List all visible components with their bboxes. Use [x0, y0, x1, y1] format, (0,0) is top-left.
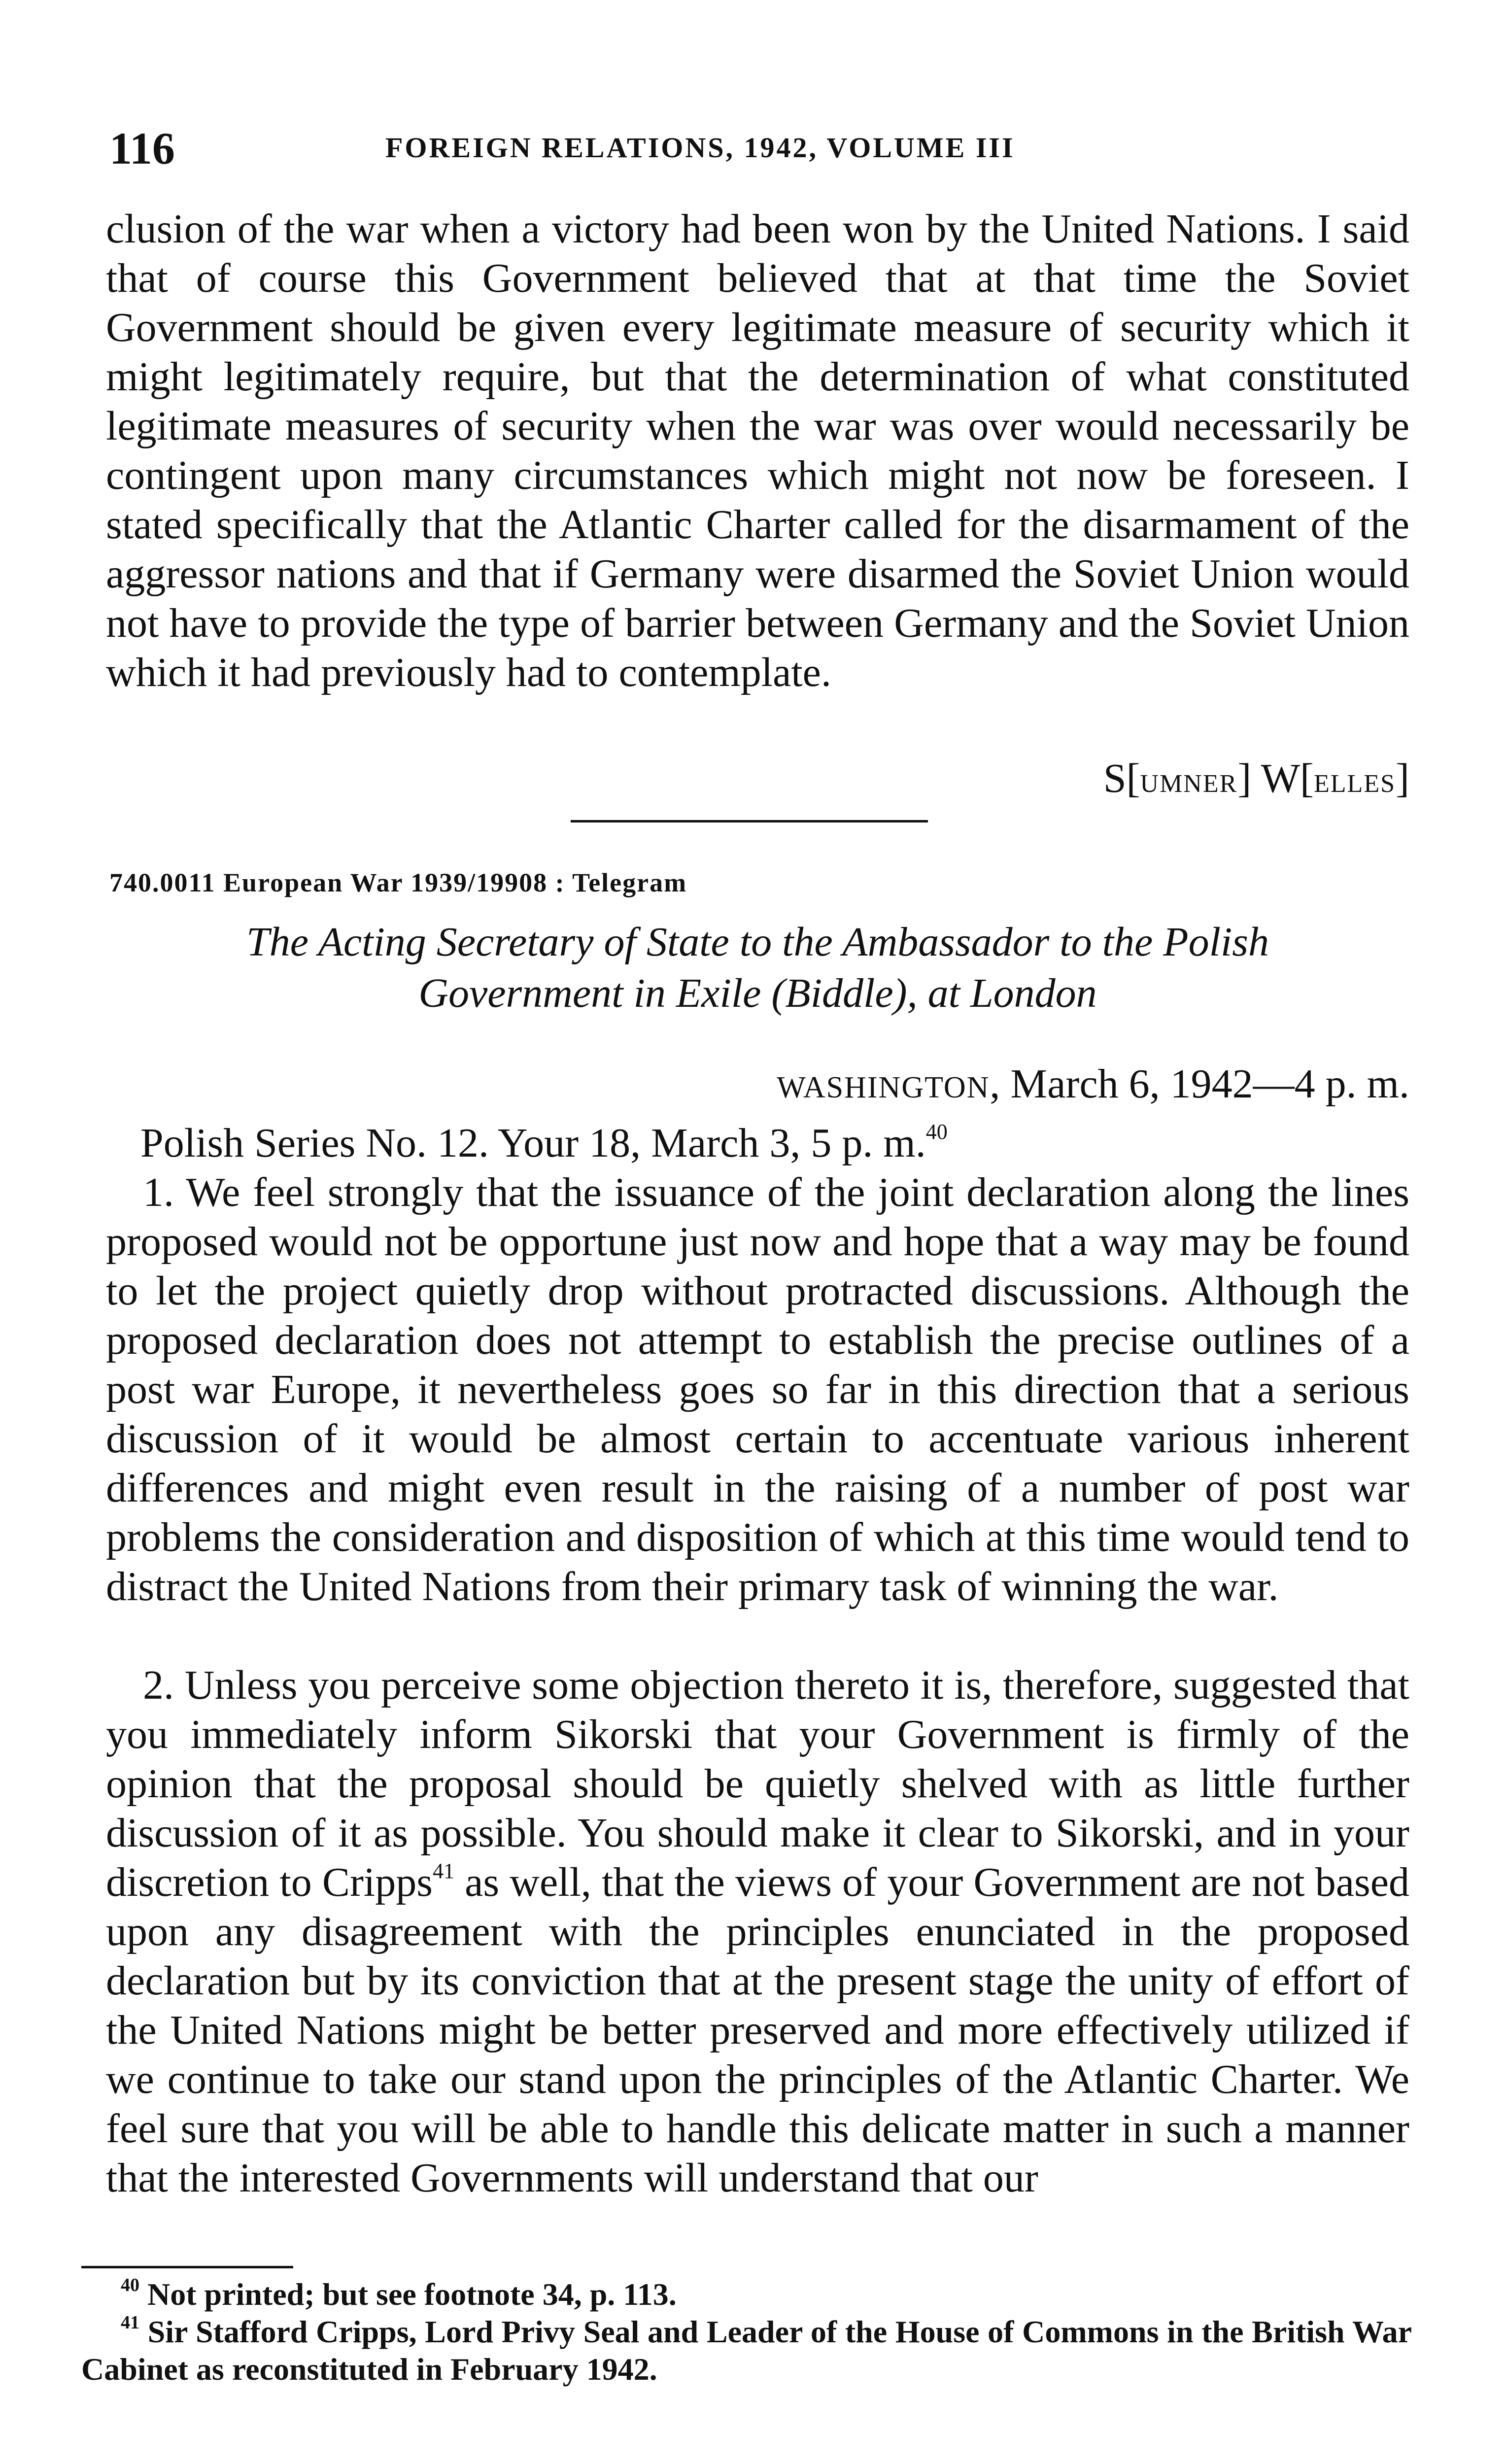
- date: , March 6, 1942—4 p. m.: [990, 1061, 1409, 1107]
- paragraph-1: 1. We feel strongly that the issuance of the joint declaration along the lines proposed would not be opportune just now and hope that a way may be found to let the project quietly drop without protracted discussions. Although the proposed declaration does not attempt to establish the precise outlines of a post war Europe, it nevertheless goes so far in this direction that a serious discussion of it would be almost certain to accentuate various inherent differences and might even result in the raising of a number of post war problems the consideration and disposition of which at this time would tend to distract the United Nations from their primary task of winning the war.: [106, 1169, 1409, 1609]
- section-divider: [571, 820, 928, 822]
- footnote-ref-41: 41: [432, 1859, 454, 1883]
- paragraph-2: 2. Unless you perceive some objection thereto it is, therefore, suggested that you immediately inform Sikorski that your Government is firmly of the opinion that the proposal should be quietly shelved with as little further discussion of it as possible. You should make it clear to Sikorski, and in your discretion to Cripps$^{41}$ as well, that the views of your Government are not based upon any disagreement with the principles enunciated in the proposed declaration but by its conviction that at the present stage the unity of effort of the United Nations might be better preserved and more effectively utilized if we continue to take our stand upon the principles of the Atlantic Charter. We feel sure that you will be able to handle this delicate matter in such a manner that the interested Governments will understand that our: [106, 1662, 1410, 2201]
- title-line-1: The Acting Secretary of State to the Ambassador to the Polish: [246, 919, 1269, 965]
- page-header: [109, 122, 1410, 176]
- footnote-divider: [81, 2266, 293, 2268]
- file-reference: 740.0011 European War 1939/19908 : Telegram: [109, 868, 687, 897]
- footnote-ref-40: 40: [925, 1120, 948, 1144]
- running-head: FOREIGN RELATIONS, 1942, VOLUME III: [385, 132, 1015, 164]
- continued-paragraph: clusion of the war when a victory had been won by the United Nations. I said that of course this Government believed that at that time the Soviet Government should be given every legitimate measure of security which it might legitimately require, but that the determination of what constituted legitimate measures of security when the war was over would necessarily be contingent upon many circumstances which might not now be foreseen. I stated specifically that the Atlantic Charter called for the disarmament of the aggressor nations and that if Germany were disarmed the Soviet Union would not have to provide the type of barrier between Germany and the Soviet Union which it had previously had to contemplate.: [106, 206, 1409, 695]
- signature: S[UMNER] W[ELLES]: [1103, 755, 1409, 801]
- dateline: [777, 1060, 1409, 1112]
- title-line-2: Government in Exile (Biddle), at London: [418, 970, 1097, 1016]
- footnote-40: $^{40}$ Not printed; but see footnote 34, p. 113.: [121, 2275, 677, 2312]
- place: WASHINGTON: [777, 1071, 990, 1104]
- document-title: [106, 917, 1409, 1019]
- footnotes: [81, 2276, 1412, 2388]
- page-number: 116: [109, 123, 175, 173]
- footnote-41: $^{41}$ Sir Stafford Cripps, Lord Privy Seal and Leader of the House of Commons in the British War Cabinet as reconstituted in February 1942.: [81, 2312, 1412, 2387]
- series-line: Polish Series No. 12. Your 18, March 3, 5 p. m.$^{40}$: [140, 1120, 948, 1166]
